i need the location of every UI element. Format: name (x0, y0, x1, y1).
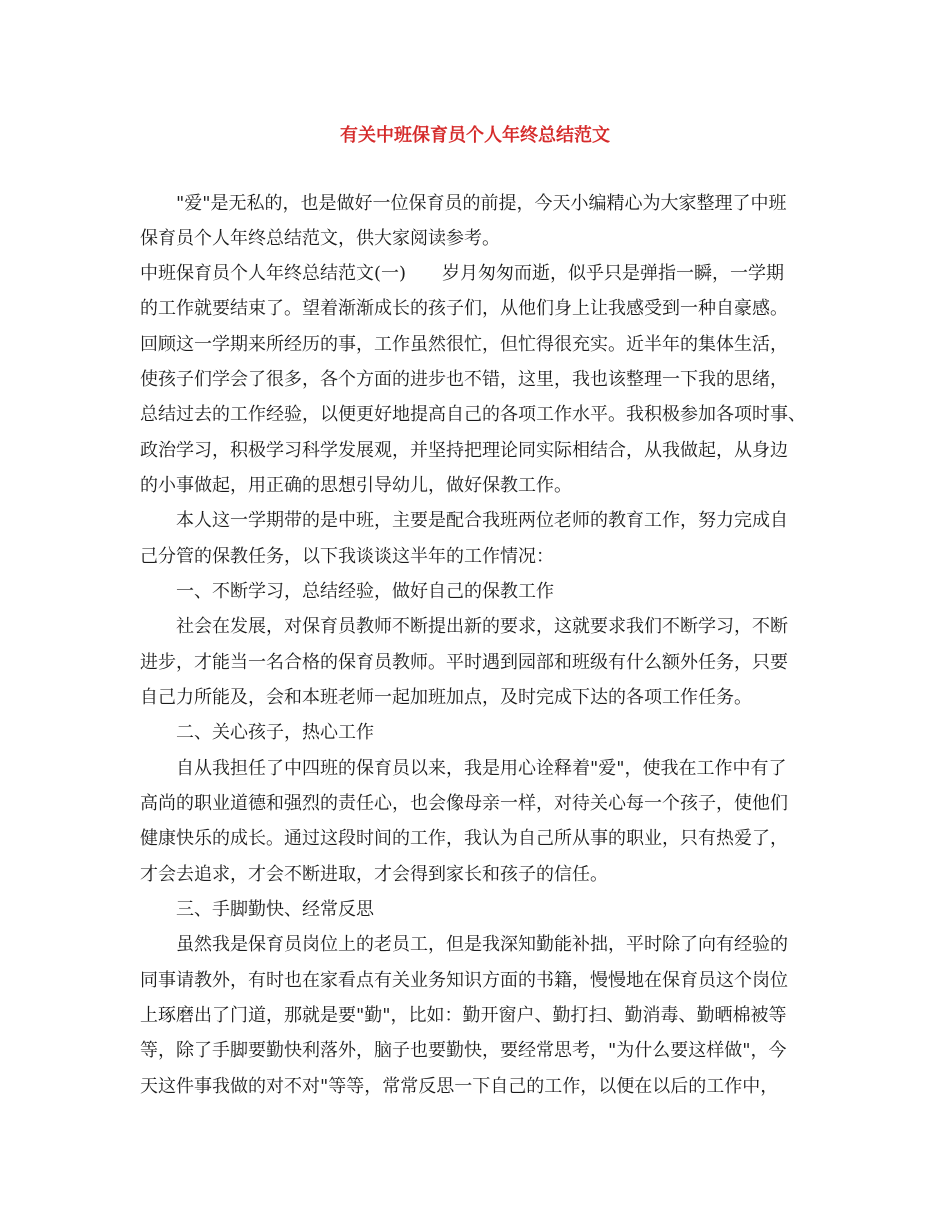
text-line: 高尚的职业道德和强烈的责任心，也会像母亲一样，对待关心每一个孩子，使他们 (140, 793, 788, 814)
text-line: 等，除了手脚要勤快利落外，脑子也要勤快，要经常思考，"为什么要这样做"，今 (140, 1040, 787, 1061)
text-line: 保育员个人年终总结范文，供大家阅读参考。 (140, 228, 500, 249)
text-line: 政治学习，积极学习科学发展观，并坚持把理论同实际相结合，从我做起，从身边 (140, 440, 788, 461)
text-line: 的小事做起，用正确的思想引导幼儿，做好保教工作。 (140, 475, 572, 496)
section-heading: 一、不断学习，总结经验，做好自己的保教工作 (176, 581, 554, 602)
text-line: 自己力所能及，会和本班老师一起加班加点，及时完成下达的各项工作任务。 (140, 687, 752, 708)
text-line: 己分管的保教任务，以下我谈谈这半年的工作情况： (140, 546, 554, 567)
text-line: 天这件事我做的对不对"等等，常常反思一下自己的工作，以便在以后的工作中， (140, 1076, 779, 1097)
text-line: 健康快乐的成长。通过这段时间的工作，我认为自己所从事的职业，只有热爱了， (140, 828, 788, 849)
text-line: 同事请教外，有时也在家看点有关业务知识方面的书籍，慢慢地在保育员这个岗位 (140, 970, 788, 991)
document-title: 有关中班保育员个人年终总结范文 (340, 125, 610, 146)
text-line: 回顾这一学期来所经历的事，工作虽然很忙，但忙得很充实。近半年的集体生活， (140, 334, 788, 355)
text-line: 上琢磨出了门道，那就是要"勤"，比如：勤开窗户、勤打扫、勤消毒、勤晒棉被等 (140, 1005, 787, 1026)
text-line: 进步，才能当一名合格的保育员教师。平时遇到园部和班级有什么额外任务，只要 (140, 652, 788, 673)
text-line: 中班保育员个人年终总结范文(一) 岁月匆匆而逝，似乎只是弹指一瞬，一学期 (140, 263, 785, 284)
text-line: 才会去追求，才会不断进取，才会得到家长和孩子的信任。 (140, 864, 608, 885)
text-line: 总结过去的工作经验，以便更好地提高自己的各项工作水平。我积极参加各项时事、 (140, 404, 806, 425)
text-line: "爱"是无私的，也是做好一位保育员的前提，今天小编精心为大家整理了中班 (176, 193, 787, 214)
section-heading: 二、关心孩子，热心工作 (176, 722, 374, 743)
text-line: 自从我担任了中四班的保育员以来，我是用心诠释着"爱"，使我在工作中有了 (176, 758, 787, 779)
text-line: 社会在发展，对保育员教师不断提出新的要求，这就要求我们不断学习，不断 (176, 616, 788, 637)
text-line: 虽然我是保育员岗位上的老员工，但是我深知勤能补拙，平时除了向有经验的 (176, 934, 788, 955)
section-heading: 三、手脚勤快、经常反思 (176, 899, 374, 920)
text-line: 的工作就要结束了。望着渐渐成长的孩子们，从他们身上让我感受到一种自豪感。 (140, 298, 788, 319)
text-line: 使孩子们学会了很多，各个方面的进步也不错，这里，我也该整理一下我的思绪， (140, 369, 788, 390)
text-line: 本人这一学期带的是中班，主要是配合我班两位老师的教育工作，努力完成自 (176, 510, 788, 531)
